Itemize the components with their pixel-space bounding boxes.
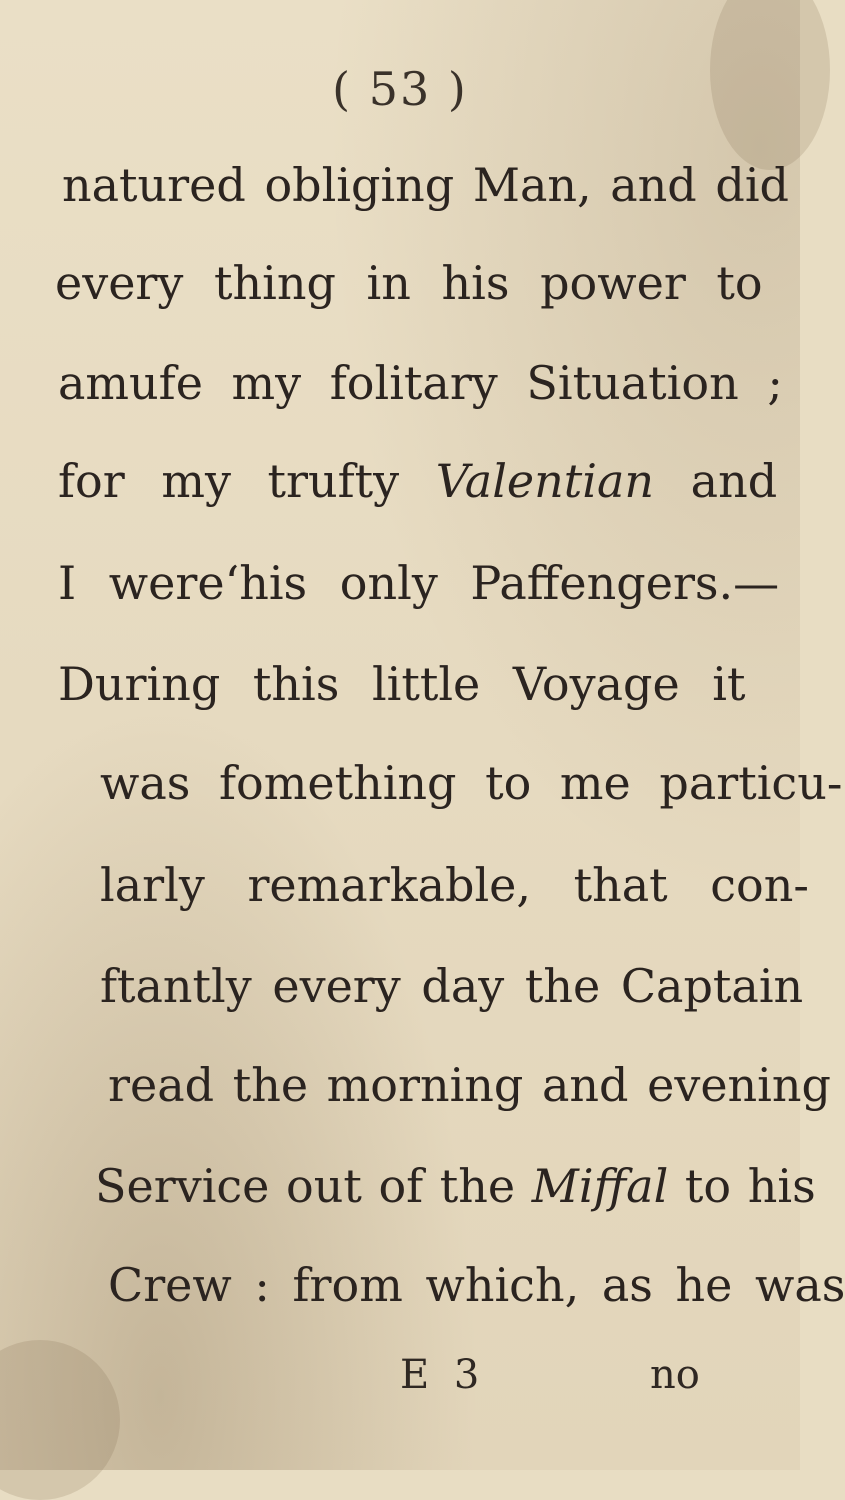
text-line: natured obliging Man, and did [62, 158, 789, 212]
text-line-content: for my trufty Valentian and [58, 454, 778, 508]
text-line [58, 454, 778, 508]
text-line: larly remarkable, that con- [100, 858, 809, 912]
text-line: Service out of the Miffal to his [95, 1159, 816, 1213]
page-number: ( 53 ) [332, 62, 468, 116]
text-line: read the morning and evening [108, 1058, 831, 1112]
catchword: no [650, 1352, 700, 1398]
paper-stain [0, 1340, 120, 1500]
text-line: During this little Voyage it [58, 657, 746, 711]
text-line: was fomething to me particu- [100, 756, 843, 810]
text-line: Crew : from which, as he was [108, 1258, 845, 1312]
text-line: ftantly every day the Captain [100, 959, 804, 1013]
signature-mark: E 3 [400, 1352, 486, 1398]
page-number-header [0, 62, 800, 116]
text-line: I were‘his only Paffengers.— [58, 556, 780, 610]
text-line: every thing in his power to [55, 256, 763, 310]
text-line: amufe my folitary Situation ; [58, 356, 783, 410]
